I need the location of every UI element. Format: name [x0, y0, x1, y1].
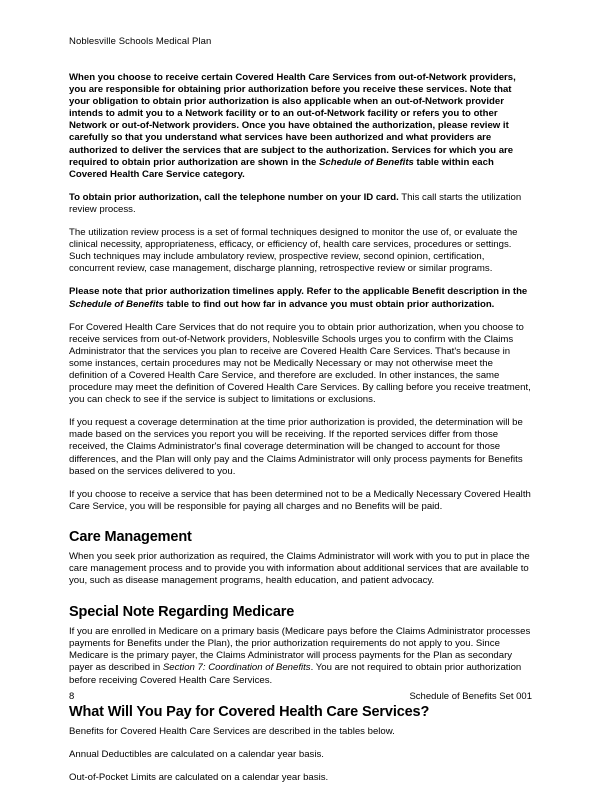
prior-authorization-notice — [69, 72, 528, 181]
obtain-prior-authorization-rest: This call starts the utilization review process. — [69, 191, 522, 215]
page-footer — [69, 691, 532, 703]
prior-authorization-timelines-notice — [69, 286, 528, 310]
coverage-determination-paragraph: If you request a coverage determination at the time prior authorization is provided, the determination will be made based on the services you report you will be receiving. If the reported services differ from those received, the Claims Administrator's final coverage determination will be changed to account for those differences, and the Plan will only pay and the Claims Administrator will only process payments for Benefits based on the services delivered to you. — [69, 417, 523, 477]
care-management-paragraph: When you seek prior authorization as required, the Claims Administrator will work with you to put in place the care management process and to provide you with information about additional services that are available to you, such as disease management programs, health education, and patient advocacy. — [69, 550, 530, 587]
page-content — [69, 36, 532, 795]
timelines-notice-head: Please note that prior authorization timelines apply. Refer to the applicable Benefit description in the — [69, 286, 528, 298]
obtain-prior-authorization-paragraph — [69, 192, 532, 216]
prior-authorization-notice-text: When you choose to receive certain Covered Health Care Services from out-of-Network providers, you are responsible for obtaining prior authorization before you receive these services. Note that your obligation to obtain prior authorization is also applicable when an out-of-Network provider intends to admit you to a Network facility or to an out-of-Network facility or refers you to other Network or out-of-Network providers. Once you have obtained the authorization, please review it carefully so that you understand what services have been authorized and what providers are authorized to deliver the services that are subject to the authorization. Services for which you are required to obtain prior authorization are shown in the — [69, 72, 516, 168]
section-7-reference: Section 7: Coordination of Benefits — [162, 662, 311, 674]
heading-special-note-regarding-medicare: Special Note Regarding Medicare — [69, 604, 295, 621]
medicare-paragraph — [69, 626, 532, 686]
schedule-of-benefits-reference-2: Schedule of Benefits — [69, 298, 164, 310]
medicare-paragraph-tail: . You are not required to obtain prior authorization before receiving Covered Health Care Services. — [69, 662, 522, 686]
heading-what-will-you-pay: What Will You Pay for Covered Health Care Services? — [69, 703, 430, 720]
page-number: 8 — [69, 691, 75, 702]
utilization-review-paragraph: The utilization review process is a set of formal techniques designed to monitor the use of, or evaluate the clinical necessity, appropriateness, efficacy, or efficiency of, health care services, procedures or settings. Such techniques may include ambulatory review, prospective review, second opinion, certification, concurrent review, case management, discharge planning, retrospective review or similar programs. — [69, 227, 518, 275]
annual-deductibles-paragraph: Annual Deductibles are calculated on a calendar year basis. — [69, 748, 324, 760]
medicare-paragraph-head: If you are enrolled in Medicare on a primary basis (Medicare pays before the Claims Administrator processes payments for Benefits under the Plan), the prior authorization requirements do not apply to you. Since Medicare is the primary payer, the Claims Administrator will process payments for the Plan as secondary payer as described in — [69, 626, 531, 674]
heading-care-management: Care Management — [69, 528, 192, 545]
schedule-of-benefits-reference: Schedule of Benefits — [318, 156, 414, 168]
obtain-prior-authorization-lead: To obtain prior authorization, call the telephone number on your ID card. — [69, 191, 399, 203]
timelines-notice-tail: table to find out how far in advance you must obtain prior authorization. — [163, 298, 495, 310]
prior-authorization-notice-tail: table within each Covered Health Care Service category. — [69, 156, 494, 180]
footer-document-label: Schedule of Benefits Set 001 — [409, 691, 532, 702]
no-prior-authorization-paragraph: For Covered Health Care Services that do not require you to obtain prior authorization, when you choose to receive services from out-of-Network providers, Noblesville Schools urges you to confirm with the Claims Administrator that the services you plan to receive are Covered Health Care Services. That's because in some instances, certain procedures may not be Medically Necessary or may not otherwise meet the definition of a Covered Health Care Service, and therefore are excluded. In other instances, the same procedure may meet the definition of Covered Health Care Services. By calling before you receive treatment, you can check to see if the service is subject to limitations or exclusions. — [69, 321, 531, 406]
out-of-pocket-limits-paragraph: Out-of-Pocket Limits are calculated on a calendar year basis. — [69, 771, 329, 783]
not-medically-necessary-paragraph: If you choose to receive a service that has been determined not to be a Medically Necessary Covered Health Care Service, you will be responsible for paying all charges and no Benefits will be paid. — [69, 488, 531, 512]
running-head: Noblesville Schools Medical Plan — [69, 36, 212, 47]
benefits-tables-paragraph: Benefits for Covered Health Care Services are described in the tables below. — [69, 725, 395, 737]
